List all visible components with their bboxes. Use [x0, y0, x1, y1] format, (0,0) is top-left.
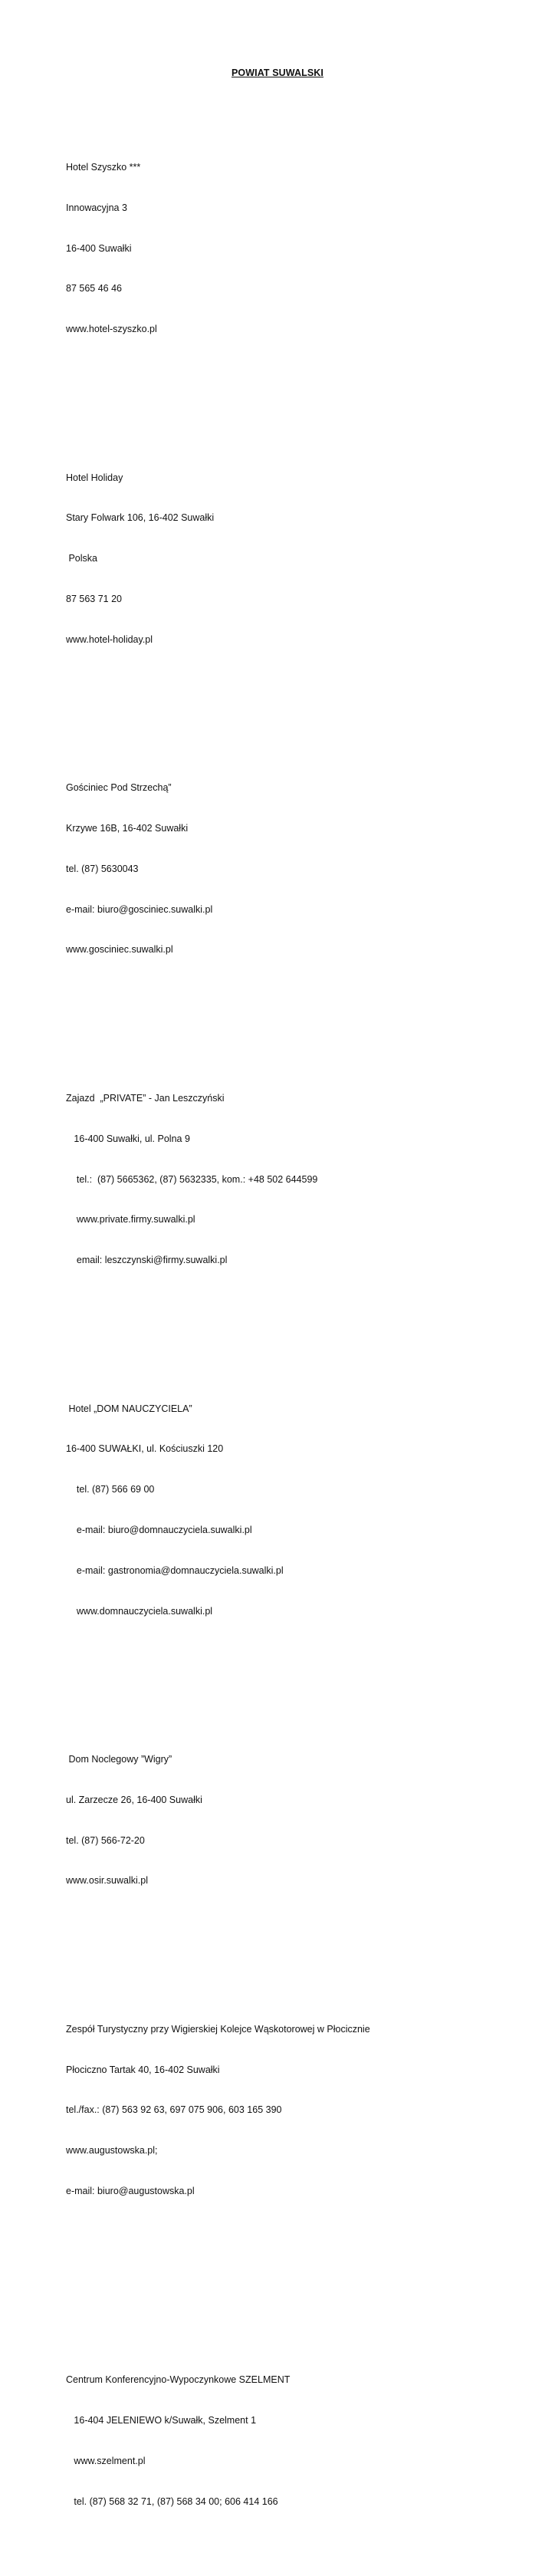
entry-phone: tel. (87) 5630043 [66, 863, 139, 874]
entry-phone: tel. (87) 566-72-20 [66, 1834, 145, 1846]
entry-country: Polska [66, 553, 97, 564]
entry-szelment [66, 2347, 526, 2535]
entry-phone: 87 563 71 20 [66, 593, 122, 604]
entry-address: 16-400 SUWAŁKI, ul. Kościuszki 120 [66, 1443, 224, 1455]
entry-website[interactable]: www.domnauczyciela.suwalki.pl [66, 1605, 213, 1617]
entry-email[interactable]: e-mail: gastronomia@domnauczyciela.suwalki.pl [66, 1564, 284, 1576]
entry-email[interactable]: e-mail: biuro@domnauczyciela.suwalki.pl [66, 1524, 252, 1535]
entry-spacer [66, 390, 526, 404]
entry-address: 16-400 Suwałki, ul. Polna 9 [66, 1133, 190, 1144]
entry-spacer [66, 2293, 526, 2307]
page-title: POWIAT SUWALSKI [231, 67, 323, 78]
entry-address: ul. Zarzecze 26, 16-400 Suwałki [66, 1794, 202, 1805]
entry-phone: tel.: (87) 5665362, (87) 5632335, kom.: +48 502 644599 [66, 1173, 318, 1185]
entry-email[interactable]: e-mail: biuro@gosciniec.suwalki.pl [66, 903, 213, 915]
entry-street: Innowacyjna 3 [66, 202, 127, 213]
entry-spacer [66, 1942, 526, 1956]
entry-name: Hotel Holiday [66, 472, 123, 483]
entry-website[interactable]: www.gosciniec.suwalki.pl [66, 944, 173, 956]
entry-hotel-holiday [66, 444, 526, 673]
entry-phone: tel./fax.: (87) 563 92 63, 697 075 906, 603 165 390 [66, 2104, 282, 2116]
entry-email[interactable]: e-mail: biuro@augustowska.pl [66, 2186, 195, 2197]
entry-address: Płociczno Tartak 40, 16-402 Suwałki [66, 2064, 220, 2075]
entry-name: Dom Noclegowy ”Wigry” [66, 1754, 172, 1765]
entry-hotel-szyszko [66, 134, 526, 364]
entry-gosciniec [66, 755, 526, 984]
entry-dom-nauczyciela [66, 1375, 526, 1645]
entry-name: Hotel „DOM NAUCZYCIELA” [66, 1403, 192, 1414]
entry-phone: tel. (87) 566 69 00 [66, 1484, 155, 1495]
entry-address: Stary Folwark 106, 16-402 Suwałki [66, 512, 215, 524]
entry-website[interactable]: www.hotel-holiday.pl [66, 633, 153, 645]
entry-website[interactable]: www.private.firmy.suwalki.pl [66, 1214, 195, 1225]
entry-email[interactable]: email: leszczynski@firmy.suwalki.pl [66, 1255, 228, 1266]
entry-phone: 87 565 46 46 [66, 283, 122, 294]
entry-address: 16-404 JELENIEWO k/Suwałk, Szelment 1 [66, 2415, 257, 2426]
listing-content [66, 94, 526, 2576]
entry-website[interactable]: www.szelment.pl [66, 2455, 146, 2466]
entry-name: Hotel Szyszko *** [66, 161, 141, 173]
entry-spacer [66, 701, 526, 715]
entry-spacer [66, 1672, 526, 1686]
entry-website[interactable]: www.hotel-szyszko.pl [66, 324, 157, 335]
entry-spacer [66, 1011, 526, 1025]
entry-website[interactable]: www.augustowska.pl; [66, 2145, 158, 2157]
entry-spacer [66, 1321, 526, 1335]
entry-spacer [66, 2252, 526, 2266]
entry-website[interactable]: www.osir.suwalki.pl [66, 1875, 148, 1887]
entry-name: Centrum Konferencyjno-Wypoczynkowe SZELMENT [66, 2374, 291, 2386]
entry-address: Krzywe 16B, 16-402 Suwałki [66, 823, 189, 834]
entry-dom-noclegowy-wigry [66, 1726, 526, 1915]
entry-zajazd-private [66, 1065, 526, 1295]
entry-postal-city: 16-400 Suwałki [66, 242, 132, 254]
entry-name: Zespół Turystyczny przy Wigierskiej Kolejce Wąskotorowej w Płocicznie [66, 2023, 370, 2035]
entry-zespol-turystyczny [66, 1996, 526, 2226]
entry-phone: tel. (87) 568 32 71, (87) 568 34 00; 606 414 166 [66, 2495, 278, 2507]
entry-name: Zajazd „PRIVATE” - Jan Leszczyński [66, 1092, 225, 1104]
entry-name: Gościniec Pod Strzechą” [66, 782, 172, 794]
